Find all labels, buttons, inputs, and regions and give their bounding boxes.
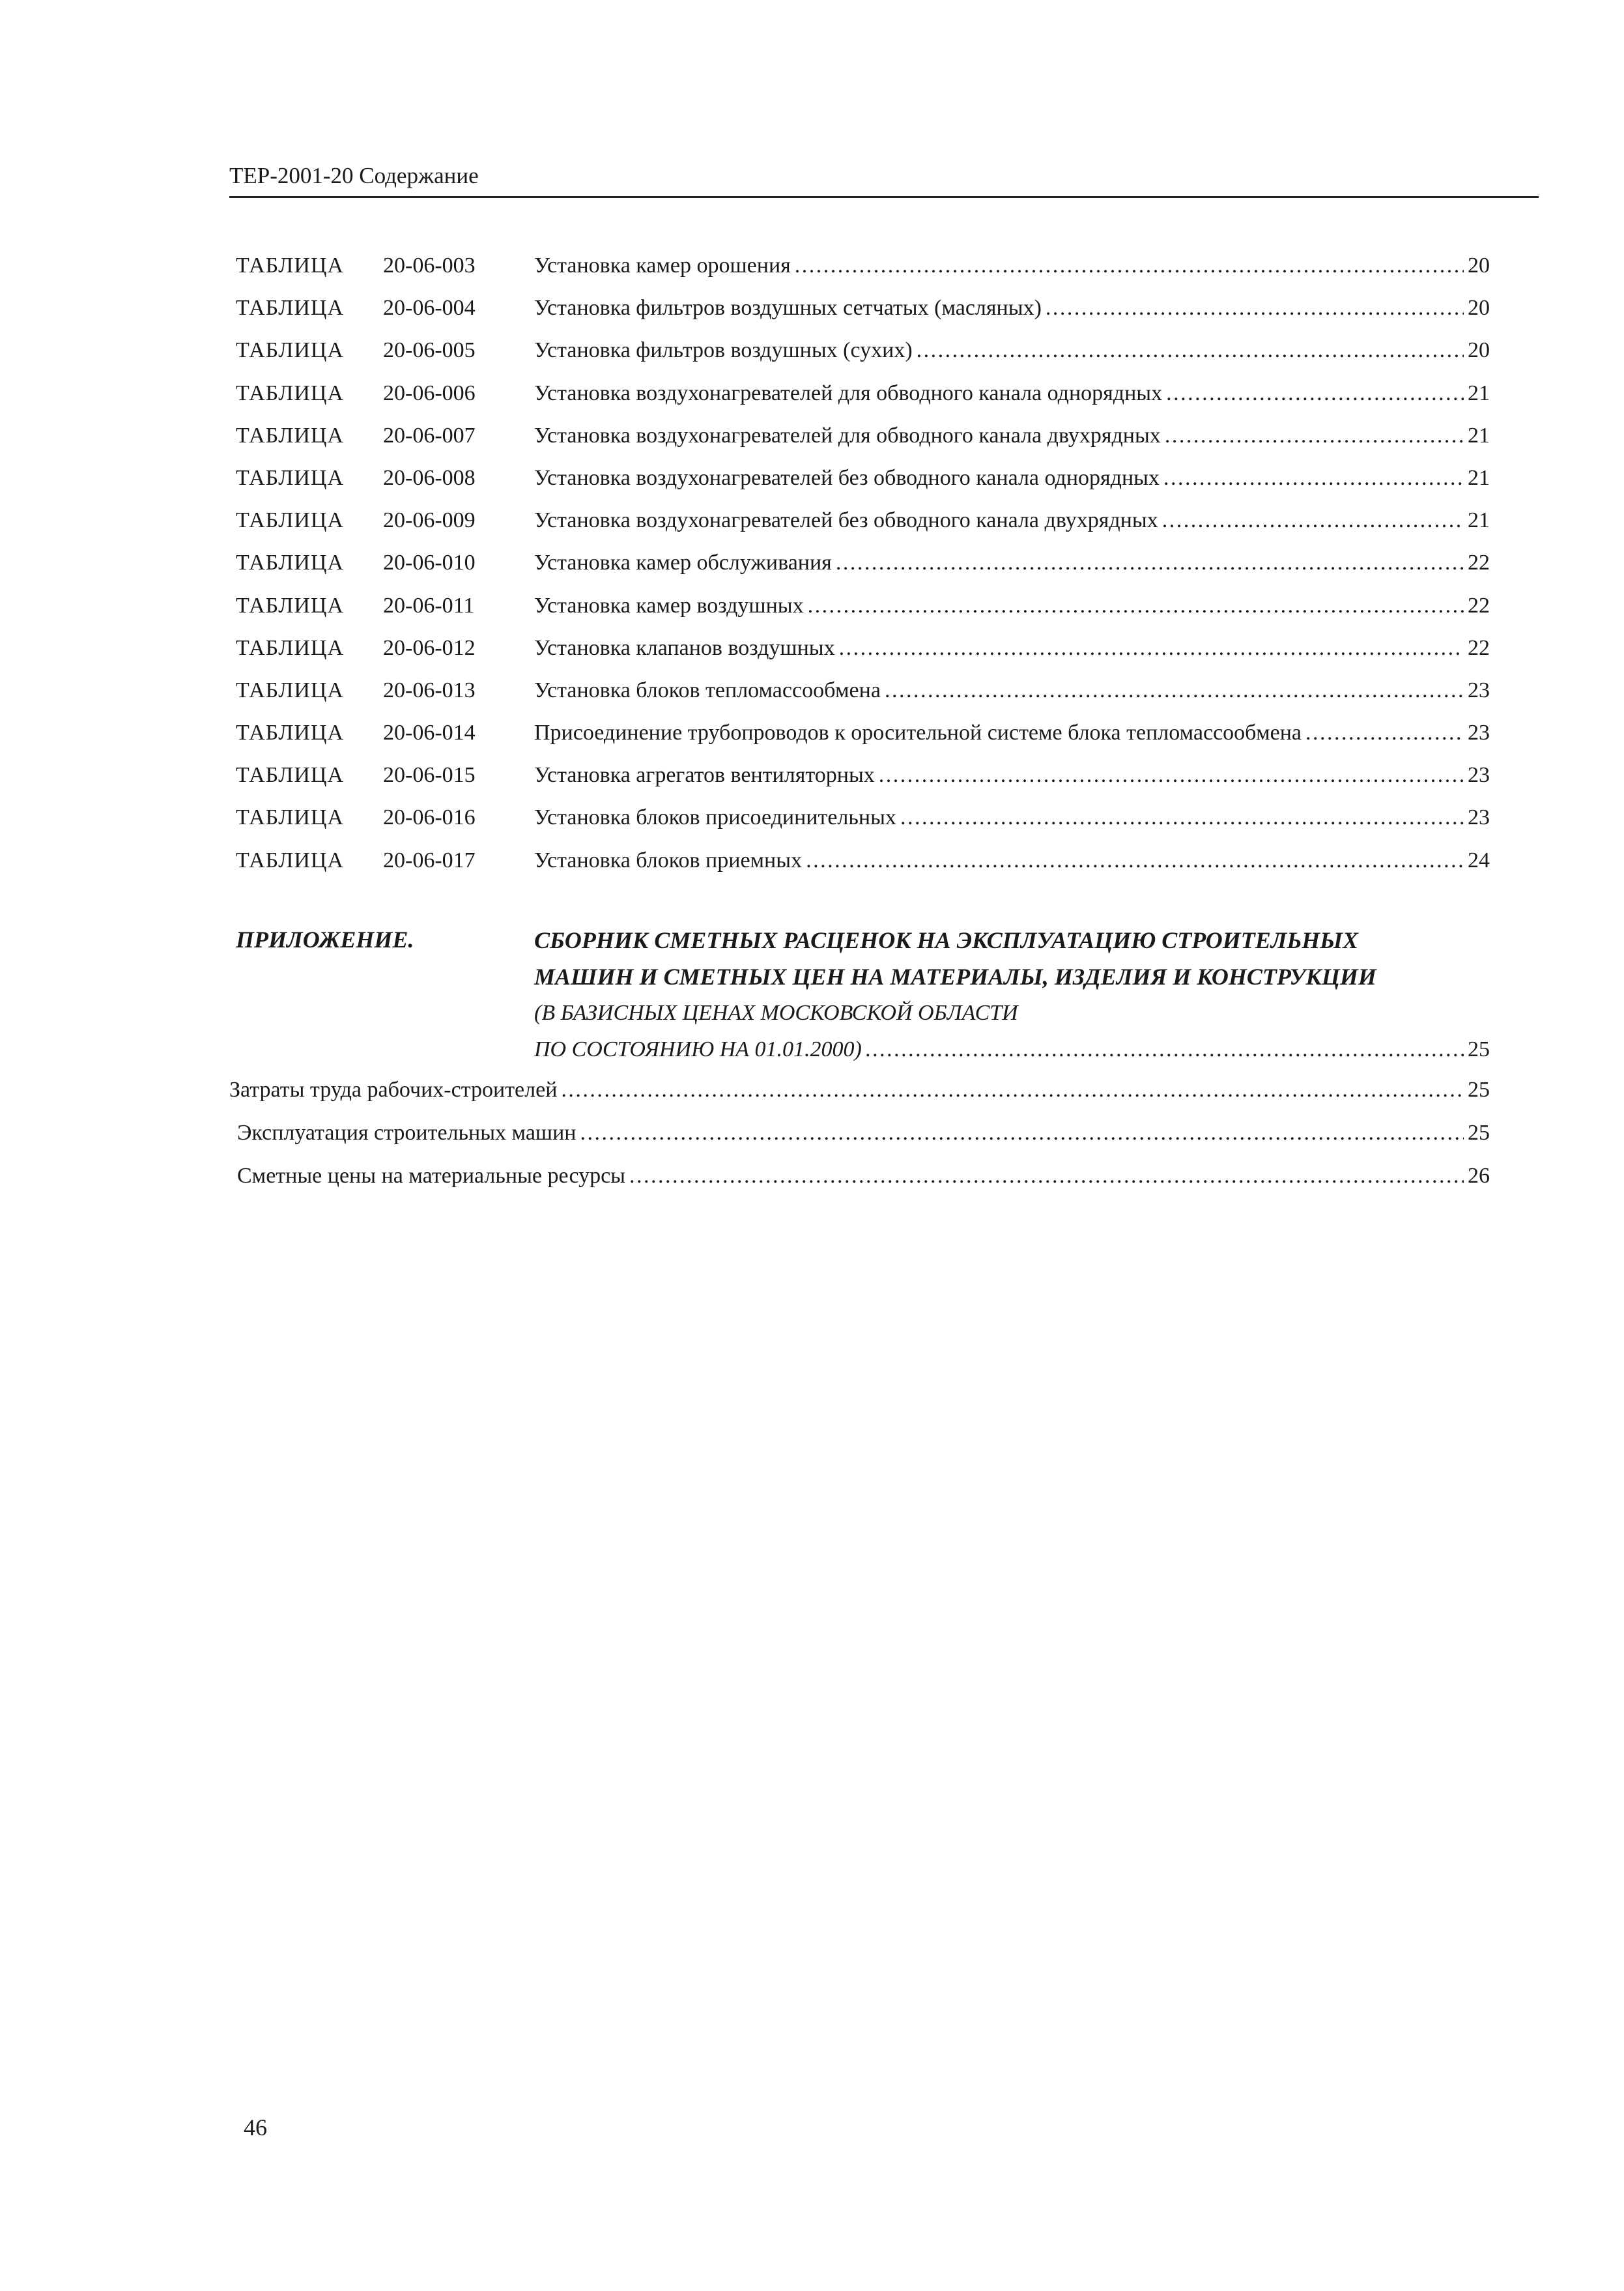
dot-leader — [808, 584, 1464, 627]
toc-row-kind: ТАБЛИЦА — [236, 465, 345, 490]
resource-entry[interactable] — [237, 1112, 1490, 1155]
toc-row-title: Установка воздухонагревателей без обводного канала двухрядных — [534, 508, 1158, 533]
toc-row-title: Установка блоков тепломассообмена — [534, 678, 881, 702]
toc-row — [229, 329, 1490, 371]
toc-row-entry[interactable] — [534, 414, 1490, 457]
resource-title: Эксплуатация строительных машин — [237, 1121, 577, 1145]
toc-row-page: 22 — [1468, 593, 1490, 618]
appendix-subtitle: (В БАЗИСНЫХ ЦЕНАХ МОСКОВСКОЙ ОБЛАСТИ — [534, 1001, 1018, 1025]
dot-leader — [839, 627, 1464, 669]
dot-leader — [866, 1031, 1464, 1068]
toc-row — [229, 627, 1490, 669]
toc-row — [229, 414, 1490, 457]
dot-leader — [806, 839, 1464, 882]
toc-row-title: Установка воздухонагревателей для обводного канала однорядных — [534, 381, 1163, 405]
toc-row-kind: ТАБЛИЦА — [236, 763, 345, 788]
toc-row-entry[interactable] — [534, 627, 1490, 669]
toc-row-kind: ТАБЛИЦА — [236, 551, 345, 575]
toc-row-entry[interactable] — [534, 541, 1490, 584]
resource-row — [229, 1112, 1490, 1155]
toc-row-kind: ТАБЛИЦА — [236, 508, 345, 533]
toc-row-code: 20-06-015 — [383, 763, 476, 788]
toc-row-page: 20 — [1468, 338, 1490, 363]
toc-row-title: Установка воздухонагревателей для обводного канала двухрядных — [534, 423, 1161, 448]
toc-row-code: 20-06-004 — [383, 296, 476, 321]
toc-row-kind: ТАБЛИЦА — [236, 678, 345, 702]
dot-leader — [561, 1069, 1464, 1112]
appendix-title — [534, 922, 1498, 995]
toc-row — [229, 372, 1490, 414]
toc-row-entry[interactable] — [534, 796, 1490, 839]
toc-row-entry[interactable] — [534, 499, 1490, 541]
toc-row-title: Установка воздухонагревателей без обводного канала однорядных — [534, 465, 1160, 490]
toc-row-code: 20-06-003 — [383, 253, 476, 278]
toc-row-title: Установка клапанов воздушных — [534, 635, 835, 660]
header-title: ТЕР-2001-20 Содержание — [229, 163, 479, 188]
toc-row-code: 20-06-007 — [383, 423, 476, 448]
toc-row-kind: ТАБЛИЦА — [236, 848, 345, 872]
toc-row-title: Установка агрегатов вентиляторных — [534, 763, 875, 788]
toc-row-kind: ТАБЛИЦА — [236, 253, 345, 278]
toc-row-kind: ТАБЛИЦА — [236, 593, 345, 618]
toc-row-page: 23 — [1468, 763, 1490, 788]
toc-row-entry[interactable] — [534, 754, 1490, 796]
toc-row-kind: ТАБЛИЦА — [236, 805, 345, 830]
toc-row-code: 20-06-013 — [383, 678, 476, 702]
dot-leader — [1046, 287, 1464, 329]
toc-row-code: 20-06-014 — [383, 721, 476, 745]
toc-row — [229, 499, 1490, 541]
toc-row — [229, 584, 1490, 627]
dot-leader — [1165, 414, 1464, 457]
toc-row-entry[interactable] — [534, 457, 1490, 499]
toc-row-kind: ТАБЛИЦА — [236, 423, 345, 448]
toc-row-page: 21 — [1468, 381, 1490, 405]
toc-row — [229, 839, 1490, 882]
toc-row — [229, 244, 1490, 287]
dot-leader — [900, 796, 1464, 839]
appendix-entry-line — [534, 1031, 1490, 1068]
toc-row — [229, 457, 1490, 499]
toc-row-code: 20-06-008 — [383, 465, 476, 490]
dot-leader — [629, 1155, 1464, 1198]
toc-row-title: Установка блоков присоединительных — [534, 805, 896, 830]
toc-row-kind: ТАБЛИЦА — [236, 635, 345, 660]
appendix-title-line: СБОРНИК СМЕТНЫХ РАСЦЕНОК НА ЭКСПЛУАТАЦИЮ СТРОИТЕЛЬНЫХ — [534, 927, 1359, 953]
dot-leader — [795, 244, 1464, 287]
toc-row-page: 21 — [1468, 465, 1490, 490]
toc-row-entry[interactable] — [534, 329, 1490, 371]
toc-row-kind: ТАБЛИЦА — [236, 721, 345, 745]
toc-row-title: Установка камер воздушных — [534, 593, 804, 618]
dot-leader — [879, 754, 1464, 796]
toc-row-code: 20-06-005 — [383, 338, 476, 363]
toc-row-kind: ТАБЛИЦА — [236, 338, 345, 363]
toc-row-entry[interactable] — [534, 712, 1490, 754]
dot-leader — [885, 669, 1464, 712]
toc-row-code: 20-06-016 — [383, 805, 476, 830]
toc-row-page: 23 — [1468, 721, 1490, 745]
resource-page: 25 — [1468, 1078, 1490, 1102]
dot-leader — [580, 1112, 1464, 1155]
resource-title: Сметные цены на материальные ресурсы — [237, 1164, 626, 1188]
toc-row-title: Установка фильтров воздушных сетчатых (масляных) — [534, 296, 1042, 321]
appendix-page: 25 — [1468, 1037, 1490, 1061]
page-header — [229, 160, 1539, 198]
appendix-entry[interactable] — [534, 1031, 1490, 1068]
toc-row-code: 20-06-011 — [383, 593, 475, 618]
toc-row-page: 21 — [1468, 508, 1490, 533]
toc-row-entry[interactable] — [534, 372, 1490, 414]
toc-row-kind: ТАБЛИЦА — [236, 381, 345, 405]
toc-row — [229, 541, 1490, 584]
appendix-subtitle-line: ПО СОСТОЯНИЮ НА 01.01.2000) — [534, 1037, 862, 1061]
appendix-title-line: МАШИН И СМЕТНЫХ ЦЕН НА МАТЕРИАЛЫ, ИЗДЕЛИЯ И КОНСТРУКЦИИ — [534, 964, 1376, 990]
toc-row-page: 20 — [1468, 296, 1490, 321]
resource-title: Затраты труда рабочих-строителей — [229, 1078, 558, 1102]
dot-leader — [1166, 372, 1464, 414]
toc-row-page: 21 — [1468, 423, 1490, 448]
toc-row — [229, 669, 1490, 712]
page-number: 46 — [244, 2114, 267, 2140]
toc-row-code: 20-06-017 — [383, 848, 476, 872]
toc-row-entry[interactable] — [534, 244, 1490, 287]
toc-row-page: 22 — [1468, 635, 1490, 660]
toc-row-page: 23 — [1468, 805, 1490, 830]
toc-row-title: Установка камер обслуживания — [534, 551, 832, 575]
dot-leader — [1305, 712, 1464, 754]
resource-page: 26 — [1468, 1164, 1490, 1188]
toc-row — [229, 754, 1490, 796]
toc-row-page: 20 — [1468, 253, 1490, 278]
toc-row-code: 20-06-006 — [383, 381, 476, 405]
toc-row-entry[interactable] — [534, 669, 1490, 712]
toc-row-code: 20-06-010 — [383, 551, 476, 575]
dot-leader — [836, 541, 1464, 584]
dot-leader — [1163, 457, 1464, 499]
resource-row — [229, 1155, 1490, 1198]
toc-row-entry[interactable] — [534, 287, 1490, 329]
toc-row-title: Присоединение трубопроводов к оросительной системе блока тепломассообмена — [534, 721, 1302, 745]
toc-row — [229, 796, 1490, 839]
toc-row-entry[interactable] — [534, 839, 1490, 882]
resource-list — [229, 1069, 1490, 1198]
toc-row-kind: ТАБЛИЦА — [236, 296, 345, 321]
toc-row-title: Установка камер орошения — [534, 253, 791, 278]
resource-page: 25 — [1468, 1121, 1490, 1145]
toc-row-title: Установка фильтров воздушных (сухих) — [534, 338, 913, 363]
toc-row-page: 23 — [1468, 678, 1490, 702]
dot-leader — [917, 329, 1464, 371]
toc-row-code: 20-06-009 — [383, 508, 476, 533]
resource-entry[interactable] — [229, 1069, 1490, 1112]
toc-row-entry[interactable] — [534, 584, 1490, 627]
resource-entry[interactable] — [237, 1155, 1490, 1198]
toc-row-page: 22 — [1468, 551, 1490, 575]
toc-row — [229, 712, 1490, 754]
toc-row-code: 20-06-012 — [383, 635, 476, 660]
toc-row-title: Установка блоков приемных — [534, 848, 803, 872]
toc-row-page: 24 — [1468, 848, 1490, 872]
toc-table — [229, 244, 1490, 882]
toc-row — [229, 287, 1490, 329]
appendix-label: ПРИЛОЖЕНИЕ. — [236, 927, 414, 953]
dot-leader — [1162, 499, 1464, 541]
resource-row — [229, 1069, 1490, 1112]
